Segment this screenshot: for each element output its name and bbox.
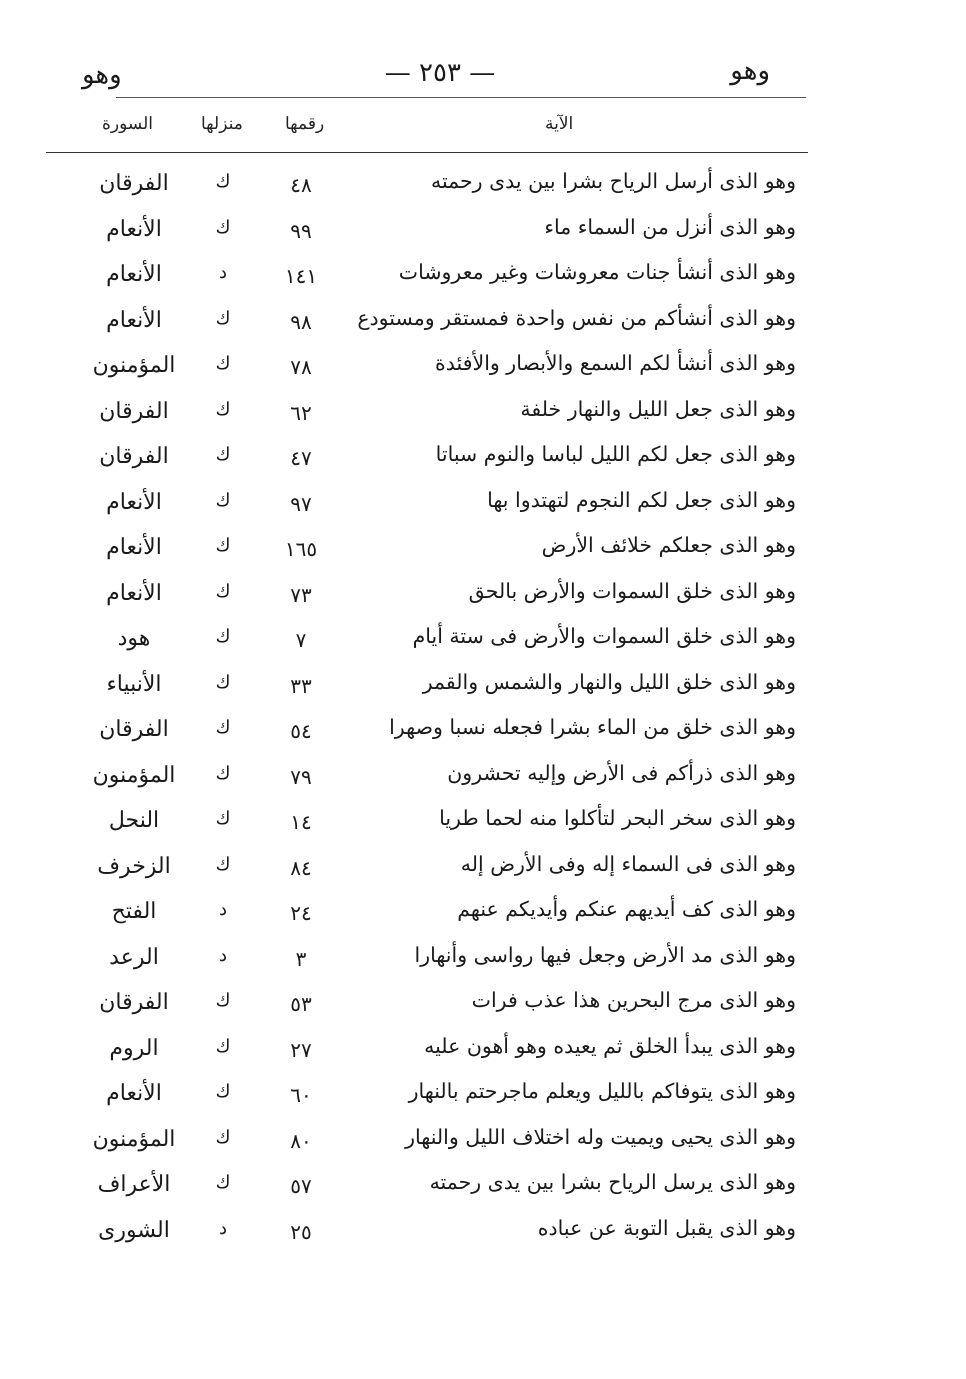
revelation-place: ك (215, 762, 231, 784)
revelation-place: د (218, 944, 227, 966)
ayah-number: ٥٣ (290, 992, 312, 1016)
ayah-number: ٩٨ (290, 309, 312, 334)
ayah-text: وهو الذى خلق السموات والأرض بالحق (468, 578, 796, 603)
revelation-place: ك (215, 717, 231, 738)
ayah-number: ٣٣ (290, 673, 312, 698)
table-row (0, 1166, 966, 1212)
revelation-place: ك (215, 1081, 231, 1102)
ayah-text: وهو الذى مد الأرض وجعل فيها رواسى وأنهارا (414, 942, 796, 967)
surah-name: الأنبياء (106, 671, 162, 697)
ayah-number: ١٤ (290, 810, 312, 834)
revelation-place: ك (215, 216, 231, 238)
ayah-text: وهو الذى يقبل التوبة عن عباده (537, 1215, 796, 1240)
ayah-number: ٣ (295, 946, 307, 971)
revelation-place: ك (215, 535, 231, 556)
revelation-place: ك (215, 171, 231, 192)
revelation-place: ك (215, 1035, 231, 1057)
ayah-number: ٢٤ (290, 901, 312, 925)
ayah-text: وهو الذى جعل الليل والنهار خلفة (520, 396, 796, 421)
index-table (0, 165, 966, 1257)
ayah-number: ٧٣ (290, 582, 312, 607)
table-row (0, 984, 966, 1030)
table-row (0, 848, 966, 894)
surah-name: الشورى (98, 1217, 170, 1243)
ayah-text: وهو الذى أرسل الرياح بشرا بين يدى رحمته (430, 169, 796, 193)
surah-name: هود (117, 626, 151, 651)
table-row (0, 711, 966, 757)
ayah-text: وهو الذى أنشأ لكم السمع والأبصار والأفئدة (435, 351, 796, 375)
ayah-text: وهو الذى يبدأ الخلق ثم يعيده وهو أهون عليه (424, 1033, 796, 1058)
ayah-text: وهو الذى كف أيديهم عنكم وأيديكم عنهم (457, 897, 796, 921)
ayah-text: وهو الذى أنشأ جنات معروشات وغير معروشات (398, 260, 796, 284)
ayah-number: ١٤١ (284, 264, 318, 288)
revelation-place: ك (215, 671, 231, 693)
ayah-text: وهو الذى جعل لكم الليل لباسا والنوم سباتا (435, 442, 796, 466)
surah-name: الفرقان (99, 990, 169, 1015)
ayah-number: ٤٨ (290, 173, 312, 197)
table-row (0, 1212, 966, 1258)
ayah-text: وهو الذى خلق السموات والأرض فى ستة أيام (412, 624, 796, 648)
ayah-number: ١٦٥ (284, 537, 318, 561)
revelation-place: ك (215, 489, 231, 511)
table-row (0, 666, 966, 712)
ayah-number: ٨٠ (290, 1128, 312, 1153)
ayah-number: ٧ (295, 628, 307, 652)
ayah-number: ٢٧ (290, 1037, 312, 1062)
surah-name: الفرقان (99, 444, 169, 469)
ayah-text: وهو الذى مرج البحرين هذا عذب فرات (471, 988, 796, 1012)
table-row (0, 256, 966, 302)
column-header-ayah: الآية (545, 114, 574, 134)
page-header (70, 52, 810, 96)
surah-name: الرعد (109, 944, 159, 970)
revelation-place: ك (215, 1126, 231, 1148)
revelation-place: ك (215, 626, 231, 647)
column-header-revelation: منزلها (201, 114, 243, 134)
ayah-number: ٩٩ (290, 218, 312, 243)
ayah-text: وهو الذى جعلكم خلائف الأرض (541, 533, 796, 557)
header-catchword-right: وهو (730, 56, 770, 86)
surah-name: النحل (108, 808, 160, 833)
surah-name: الفرقان (99, 171, 169, 196)
surah-name: الأعراف (97, 1172, 171, 1197)
ayah-text: وهو الذى سخر البحر لتأكلوا منه لحما طريا (439, 806, 796, 830)
ayah-number: ٢٥ (290, 1219, 312, 1244)
revelation-place: د (218, 899, 227, 920)
ayah-text: وهو الذى خلق من الماء بشرا فجعله نسبا وصهرا (389, 715, 796, 739)
surah-name: المؤمنون (92, 762, 176, 788)
ayah-text: وهو الذى أنشأكم من نفس واحدة فمستقر ومستودع (357, 305, 796, 330)
table-row (0, 939, 966, 985)
surah-name: المؤمنون (92, 353, 176, 378)
revelation-place: ك (215, 853, 231, 875)
table-row (0, 438, 966, 484)
revelation-place: ك (215, 353, 231, 374)
revelation-place: ك (215, 398, 231, 420)
table-row (0, 529, 966, 575)
surah-name: المؤمنون (92, 1126, 176, 1152)
revelation-place: ك (215, 1172, 231, 1193)
surah-name: الأنعام (106, 489, 162, 515)
table-row (0, 1075, 966, 1121)
revelation-place: ك (215, 444, 231, 465)
ayah-number: ٥٤ (290, 719, 312, 743)
revelation-place: د (218, 262, 227, 283)
table-row (0, 757, 966, 803)
surah-name: الأنعام (106, 216, 162, 242)
surah-name: الروم (109, 1035, 159, 1061)
ayah-text: وهو الذى خلق الليل والنهار والشمس والقمر (422, 669, 796, 694)
ayah-text: وهو الذى ذرأكم فى الأرض وإليه تحشرون (447, 760, 796, 785)
revelation-place: ك (215, 580, 231, 602)
table-row (0, 575, 966, 621)
surah-name: الفرقان (99, 717, 169, 742)
ayah-text: وهو الذى يرسل الرياح بشرا بين يدى رحمته (429, 1170, 796, 1194)
ayah-number: ٧٨ (290, 355, 312, 379)
column-header-rule (46, 152, 808, 153)
revelation-place: د (218, 1217, 227, 1239)
header-rule (116, 97, 806, 98)
surah-name: الزخرف (97, 853, 171, 879)
ayah-number: ٤٧ (290, 446, 312, 470)
surah-name: الأنعام (106, 580, 162, 606)
table-row (0, 211, 966, 257)
table-row (0, 393, 966, 439)
surah-name: الأنعام (106, 1081, 162, 1106)
ayah-number: ٧٩ (290, 764, 312, 789)
ayah-number: ٨٤ (290, 855, 312, 880)
revelation-place: ك (215, 808, 231, 829)
page-number: — ٢٥٣ — (384, 58, 496, 88)
table-row (0, 484, 966, 530)
ayah-text: وهو الذى يتوفاكم بالليل ويعلم ماجرحتم بالنهار (408, 1079, 796, 1103)
surah-name: الأنعام (106, 262, 162, 287)
ayah-number: ٦٠ (290, 1083, 312, 1107)
header-catchword-left: وهو (82, 60, 122, 90)
surah-name: الأنعام (106, 307, 162, 333)
surah-name: الفتح (111, 899, 157, 924)
table-row (0, 302, 966, 348)
table-row (0, 620, 966, 666)
surah-name: الأنعام (106, 535, 162, 560)
column-header-surah: السورة (102, 114, 153, 134)
ayah-number: ٩٧ (290, 491, 312, 516)
column-header-number: رقمها (285, 114, 325, 134)
table-row (0, 1121, 966, 1167)
table-row (0, 893, 966, 939)
ayah-text: وهو الذى أنزل من السماء ماء (544, 214, 796, 239)
table-row (0, 802, 966, 848)
ayah-text: وهو الذى جعل لكم النجوم لتهتدوا بها (487, 487, 796, 512)
surah-name: الفرقان (99, 398, 169, 424)
table-row (0, 347, 966, 393)
ayah-text: وهو الذى يحيى ويميت وله اختلاف الليل والنهار (405, 1124, 796, 1149)
table-row (0, 1030, 966, 1076)
revelation-place: ك (215, 307, 231, 329)
ayah-number: ٥٧ (290, 1174, 312, 1198)
revelation-place: ك (215, 990, 231, 1011)
table-row (0, 165, 966, 211)
ayah-number: ٦٢ (290, 400, 312, 425)
ayah-text: وهو الذى فى السماء إله وفى الأرض إله (460, 851, 796, 876)
